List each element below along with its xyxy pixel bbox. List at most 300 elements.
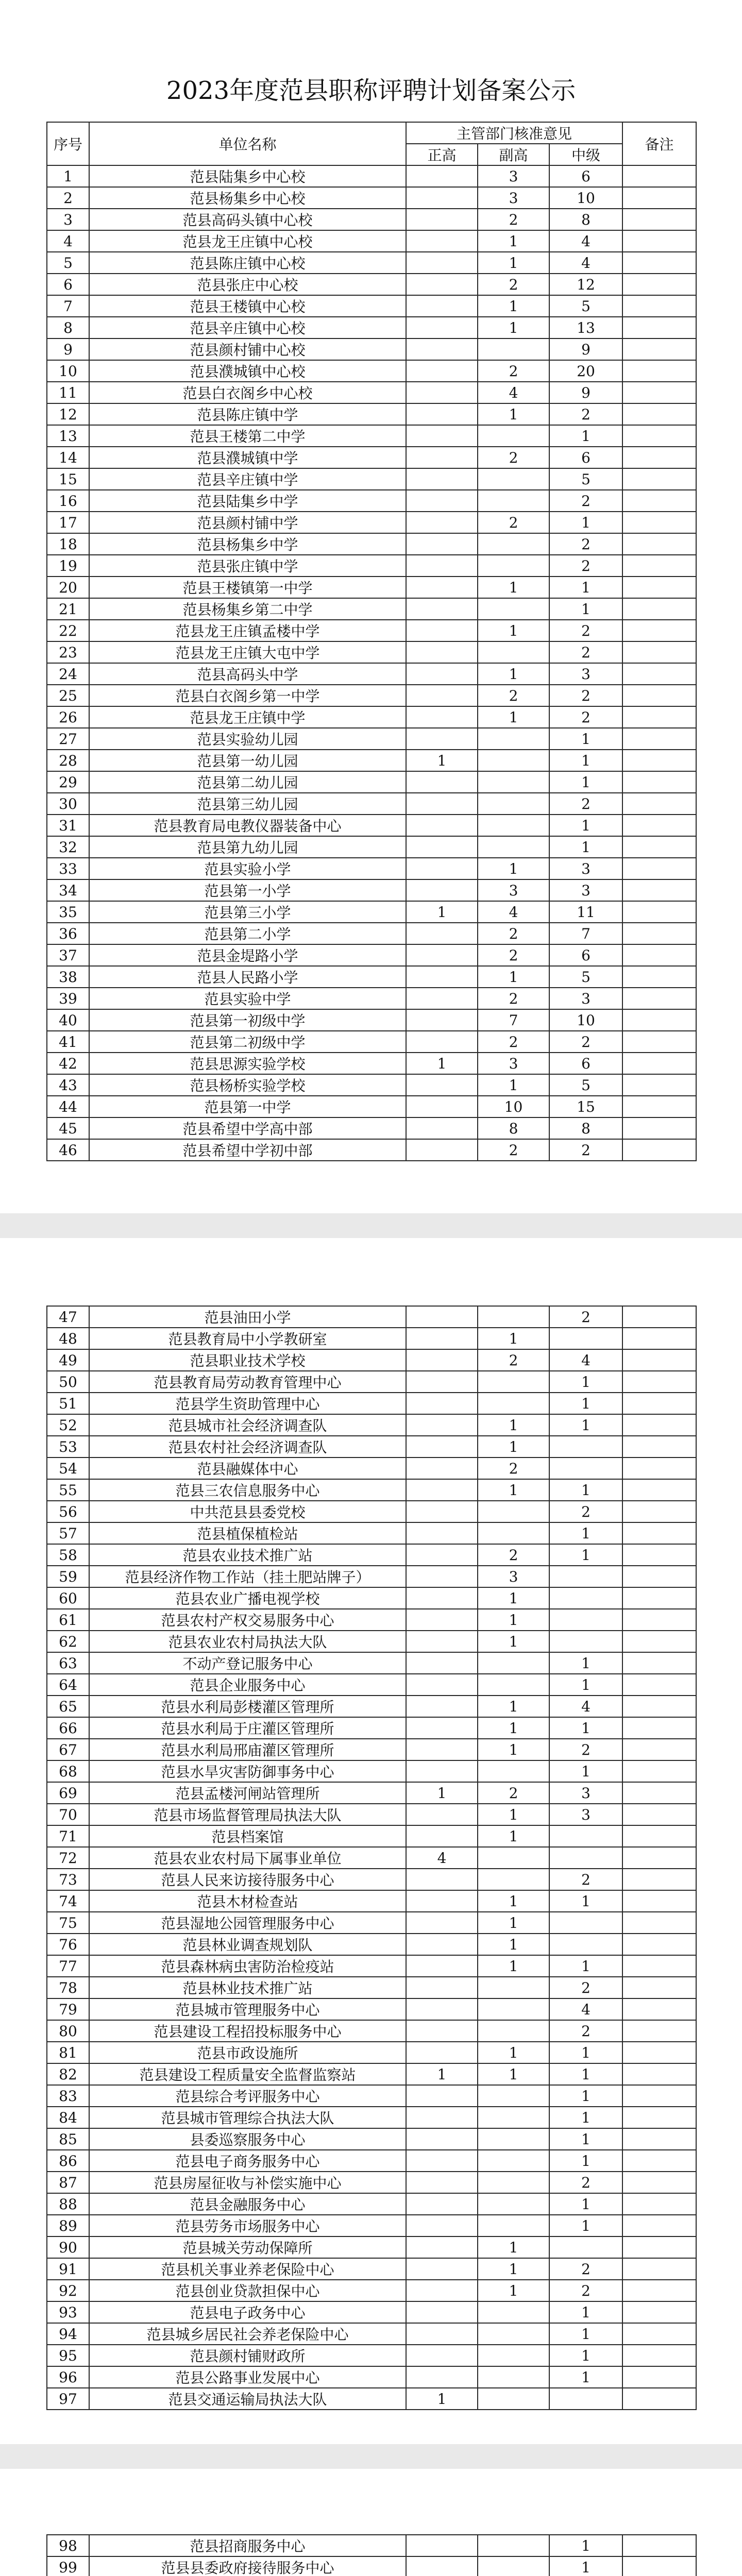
intermediate-title-cell: 1 (549, 2042, 622, 2063)
senior-title-cell (406, 2280, 478, 2301)
associate-title-cell: 3 (478, 165, 549, 187)
table-row (47, 1955, 696, 1977)
table-row (47, 2345, 696, 2366)
remarks-cell (622, 317, 696, 338)
associate-title-cell (478, 1393, 549, 1414)
intermediate-title-cell: 4 (549, 230, 622, 252)
seq-cell: 4 (47, 230, 89, 252)
intermediate-title-cell: 1 (549, 2323, 622, 2345)
seq-cell: 96 (47, 2366, 89, 2388)
senior-title-cell (406, 641, 478, 663)
intermediate-title-cell: 1 (549, 2301, 622, 2323)
intermediate-title-cell (549, 2236, 622, 2258)
associate-title-cell: 2 (478, 209, 549, 230)
associate-title-cell (478, 1501, 549, 1522)
intermediate-title-cell: 1 (549, 1522, 622, 1544)
associate-title-cell: 4 (478, 382, 549, 403)
intermediate-title-cell: 2 (549, 2280, 622, 2301)
seq-cell: 26 (47, 706, 89, 728)
associate-title-cell (478, 2301, 549, 2323)
table-row (47, 295, 696, 317)
associate-title-cell (478, 1371, 549, 1393)
unit-name-cell: 范县金堤路小学 (89, 944, 406, 966)
unit-name-cell: 范县农村产权交易服务中心 (89, 1609, 406, 1631)
remarks-cell (622, 1501, 696, 1522)
seq-cell: 91 (47, 2258, 89, 2280)
unit-name-cell: 范县陈庄镇中学 (89, 403, 406, 425)
seq-cell: 57 (47, 1522, 89, 1544)
associate-title-cell: 1 (478, 403, 549, 425)
associate-title-cell: 1 (478, 1934, 549, 1955)
seq-cell: 18 (47, 533, 89, 555)
seq-cell: 56 (47, 1501, 89, 1522)
remarks-cell (622, 209, 696, 230)
table-row (47, 230, 696, 252)
unit-name-cell: 范县王楼镇第一中学 (89, 577, 406, 598)
intermediate-title-cell: 5 (549, 295, 622, 317)
associate-title-cell: 1 (478, 1696, 549, 1717)
senior-title-cell (406, 1349, 478, 1371)
intermediate-title-cell: 6 (549, 447, 622, 468)
unit-name-cell: 范县第一幼儿园 (89, 750, 406, 771)
unit-name-cell: 范县农业农村局执法大队 (89, 1631, 406, 1652)
senior-title-cell (406, 1479, 478, 1501)
table-row (47, 598, 696, 620)
associate-title-cell (478, 2193, 549, 2215)
remarks-cell (622, 2345, 696, 2366)
associate-title-cell (478, 1998, 549, 2020)
associate-title-cell: 1 (478, 1825, 549, 1847)
remarks-cell (622, 1117, 696, 1139)
unit-name-cell: 范县杨集乡中心校 (89, 187, 406, 209)
unit-name-cell: 范县濮城镇中学 (89, 447, 406, 468)
intermediate-title-cell: 2 (549, 685, 622, 706)
associate-title-cell (478, 750, 549, 771)
associate-title-cell (478, 338, 549, 360)
unit-name-cell: 范县陈庄镇中心校 (89, 252, 406, 274)
remarks-cell (622, 598, 696, 620)
associate-title-cell (478, 815, 549, 836)
associate-title-cell (478, 2215, 549, 2236)
unit-name-cell: 范县水利局邢庙灌区管理所 (89, 1739, 406, 1760)
unit-name-cell: 范县教育局电教仪器装备中心 (89, 815, 406, 836)
associate-title-cell: 1 (478, 663, 549, 685)
associate-title-cell (478, 771, 549, 793)
table-row (47, 988, 696, 1009)
table-row (47, 966, 696, 988)
senior-title-cell (406, 988, 478, 1009)
seq-cell: 90 (47, 2236, 89, 2258)
approval-table-page-1 (46, 122, 697, 1161)
table-row (47, 2150, 696, 2172)
associate-title-cell (478, 2535, 549, 2556)
seq-cell: 60 (47, 1587, 89, 1609)
remarks-cell (622, 468, 696, 490)
table-row (47, 944, 696, 966)
remarks-cell (622, 836, 696, 858)
associate-title-cell (478, 2085, 549, 2107)
seq-cell: 20 (47, 577, 89, 598)
senior-title-cell (406, 2323, 478, 2345)
senior-title-cell (406, 1717, 478, 1739)
remarks-cell (622, 1890, 696, 1912)
remarks-cell (622, 815, 696, 836)
seq-cell: 16 (47, 490, 89, 512)
intermediate-title-cell: 2 (549, 641, 622, 663)
unit-name-cell: 范县高码头镇中心校 (89, 209, 406, 230)
table-row (47, 490, 696, 512)
seq-cell: 51 (47, 1393, 89, 1414)
intermediate-title-cell: 1 (549, 2107, 622, 2128)
intermediate-title-cell: 7 (549, 923, 622, 944)
intermediate-title-cell: 1 (549, 2085, 622, 2107)
seq-cell: 44 (47, 1096, 89, 1117)
table-row (47, 1349, 696, 1371)
table-row (47, 274, 696, 295)
intermediate-title-cell (549, 1934, 622, 1955)
senior-title-cell (406, 1522, 478, 1544)
seq-cell: 15 (47, 468, 89, 490)
intermediate-title-cell: 10 (549, 1009, 622, 1031)
header-associate: 副高 (478, 144, 549, 165)
seq-cell: 13 (47, 425, 89, 447)
remarks-cell (622, 641, 696, 663)
remarks-cell (622, 2236, 696, 2258)
seq-cell: 29 (47, 771, 89, 793)
table-row (47, 2236, 696, 2258)
associate-title-cell: 1 (478, 966, 549, 988)
seq-cell: 80 (47, 2020, 89, 2042)
intermediate-title-cell: 13 (549, 317, 622, 338)
remarks-cell (622, 2085, 696, 2107)
seq-cell: 36 (47, 923, 89, 944)
remarks-cell (622, 2150, 696, 2172)
seq-cell: 6 (47, 274, 89, 295)
table-row (47, 447, 696, 468)
senior-title-cell (406, 1912, 478, 1934)
senior-title-cell (406, 1458, 478, 1479)
seq-cell: 81 (47, 2042, 89, 2063)
table-row (47, 252, 696, 274)
intermediate-title-cell: 2 (549, 1031, 622, 1053)
unit-name-cell: 范县植保植检站 (89, 1522, 406, 1544)
table-row (47, 533, 696, 555)
table-row (47, 1696, 696, 1717)
table-row (47, 1587, 696, 1609)
associate-title-cell (478, 2366, 549, 2388)
seq-cell: 95 (47, 2345, 89, 2366)
seq-cell: 49 (47, 1349, 89, 1371)
unit-name-cell: 范县城关劳动保障所 (89, 2236, 406, 2258)
table-row (47, 209, 696, 230)
seq-cell: 2 (47, 187, 89, 209)
associate-title-cell: 1 (478, 1955, 549, 1977)
associate-title-cell: 2 (478, 1782, 549, 1804)
senior-title-cell (406, 1414, 478, 1436)
unit-name-cell: 范县王楼第二中学 (89, 425, 406, 447)
intermediate-title-cell: 4 (549, 1349, 622, 1371)
remarks-cell (622, 2535, 696, 2556)
seq-cell: 70 (47, 1804, 89, 1825)
intermediate-title-cell: 3 (549, 1782, 622, 1804)
intermediate-title-cell: 6 (549, 1053, 622, 1074)
senior-title-cell: 1 (406, 2388, 478, 2410)
intermediate-title-cell: 3 (549, 663, 622, 685)
unit-name-cell: 范县农村社会经济调查队 (89, 1436, 406, 1458)
table-row (47, 1053, 696, 1074)
unit-name-cell: 范县水利局彭楼灌区管理所 (89, 1696, 406, 1717)
seq-cell: 62 (47, 1631, 89, 1652)
seq-cell: 53 (47, 1436, 89, 1458)
senior-title-cell: 4 (406, 1847, 478, 1869)
senior-title-cell (406, 2042, 478, 2063)
remarks-cell (622, 1674, 696, 1696)
table-body-page-3 (47, 2535, 696, 2576)
associate-title-cell: 1 (478, 858, 549, 879)
associate-title-cell (478, 533, 549, 555)
unit-name-cell: 范县水利局于庄灌区管理所 (89, 1717, 406, 1739)
seq-cell: 75 (47, 1912, 89, 1934)
remarks-cell (622, 2258, 696, 2280)
intermediate-title-cell: 2 (549, 1739, 622, 1760)
senior-title-cell (406, 1652, 478, 1674)
senior-title-cell (406, 815, 478, 836)
remarks-cell (622, 2301, 696, 2323)
senior-title-cell (406, 1587, 478, 1609)
table-row (47, 1912, 696, 1934)
table-row (47, 2128, 696, 2150)
table-row (47, 2107, 696, 2128)
intermediate-title-cell: 2 (549, 533, 622, 555)
unit-name-cell: 范县陆集乡中心校 (89, 165, 406, 187)
remarks-cell (622, 1587, 696, 1609)
senior-title-cell (406, 2345, 478, 2366)
associate-title-cell: 2 (478, 274, 549, 295)
senior-title-cell (406, 793, 478, 815)
associate-title-cell: 3 (478, 1053, 549, 1074)
senior-title-cell (406, 1609, 478, 1631)
unit-name-cell: 范县森林病虫害防治检疫站 (89, 1955, 406, 1977)
table-row (47, 2063, 696, 2085)
seq-cell: 1 (47, 165, 89, 187)
remarks-cell (622, 1053, 696, 1074)
associate-title-cell (478, 2107, 549, 2128)
table-row (47, 2366, 696, 2388)
unit-name-cell: 范县公路事业发展中心 (89, 2366, 406, 2388)
table-row (47, 663, 696, 685)
seq-cell: 61 (47, 1609, 89, 1631)
associate-title-cell: 1 (478, 317, 549, 338)
intermediate-title-cell: 1 (549, 2535, 622, 2556)
senior-title-cell (406, 2556, 478, 2576)
intermediate-title-cell: 1 (549, 815, 622, 836)
seq-cell: 24 (47, 663, 89, 685)
senior-title-cell (406, 1804, 478, 1825)
seq-cell: 48 (47, 1328, 89, 1349)
senior-title-cell (406, 2107, 478, 2128)
unit-name-cell: 范县农业广播电视学校 (89, 1587, 406, 1609)
associate-title-cell: 2 (478, 1349, 549, 1371)
remarks-cell (622, 923, 696, 944)
table-row (47, 1436, 696, 1458)
senior-title-cell (406, 403, 478, 425)
seq-cell: 42 (47, 1053, 89, 1074)
remarks-cell (622, 382, 696, 403)
remarks-cell (622, 2556, 696, 2576)
associate-title-cell: 8 (478, 1117, 549, 1139)
seq-cell: 73 (47, 1869, 89, 1890)
senior-title-cell (406, 295, 478, 317)
senior-title-cell (406, 2172, 478, 2193)
seq-cell: 47 (47, 1306, 89, 1328)
remarks-cell (622, 1804, 696, 1825)
unit-name-cell: 范县颜村铺中学 (89, 512, 406, 533)
remarks-cell (622, 2107, 696, 2128)
unit-name-cell: 范县濮城镇中心校 (89, 360, 406, 382)
unit-name-cell: 范县城乡居民社会养老保险中心 (89, 2323, 406, 2345)
remarks-cell (622, 2128, 696, 2150)
table-row (47, 382, 696, 403)
unit-name-cell: 范县创业贷款担保中心 (89, 2280, 406, 2301)
senior-title-cell (406, 2258, 478, 2280)
table-row (47, 1306, 696, 1328)
remarks-cell (622, 1912, 696, 1934)
unit-name-cell: 范县辛庄镇中心校 (89, 317, 406, 338)
unit-name-cell: 范县第二小学 (89, 923, 406, 944)
associate-title-cell: 2 (478, 360, 549, 382)
seq-cell: 72 (47, 1847, 89, 1869)
table-row (47, 1998, 696, 2020)
unit-name-cell: 范县交通运输局执法大队 (89, 2388, 406, 2410)
table-row (47, 685, 696, 706)
table-row (47, 317, 696, 338)
associate-title-cell (478, 793, 549, 815)
intermediate-title-cell: 1 (549, 2063, 622, 2085)
associate-title-cell: 1 (478, 1912, 549, 1934)
table-row (47, 1458, 696, 1479)
associate-title-cell: 7 (478, 1009, 549, 1031)
remarks-cell (622, 944, 696, 966)
senior-title-cell (406, 1139, 478, 1161)
senior-title-cell (406, 1031, 478, 1053)
table-row (47, 1934, 696, 1955)
table-row (47, 403, 696, 425)
associate-title-cell: 1 (478, 1436, 549, 1458)
remarks-cell (622, 1782, 696, 1804)
intermediate-title-cell: 1 (549, 750, 622, 771)
unit-name-cell: 范县杨集乡第二中学 (89, 598, 406, 620)
senior-title-cell (406, 2193, 478, 2215)
intermediate-title-cell: 1 (549, 1955, 622, 1977)
remarks-cell (622, 966, 696, 988)
unit-name-cell: 范县第三幼儿园 (89, 793, 406, 815)
table-row (47, 1328, 696, 1349)
unit-name-cell: 范县电子商务服务中心 (89, 2150, 406, 2172)
seq-cell: 69 (47, 1782, 89, 1804)
senior-title-cell (406, 360, 478, 382)
unit-name-cell: 范县龙王庄镇中心校 (89, 230, 406, 252)
table-row (47, 2323, 696, 2345)
seq-cell: 3 (47, 209, 89, 230)
seq-cell: 98 (47, 2535, 89, 2556)
unit-name-cell: 范县建设工程招投标服务中心 (89, 2020, 406, 2042)
associate-title-cell (478, 555, 549, 577)
seq-cell: 89 (47, 2215, 89, 2236)
table-row (47, 1522, 696, 1544)
remarks-cell (622, 1074, 696, 1096)
remarks-cell (622, 2366, 696, 2388)
unit-name-cell: 范县第二初级中学 (89, 1031, 406, 1053)
senior-title-cell (406, 447, 478, 468)
associate-title-cell: 1 (478, 1328, 549, 1349)
associate-title-cell (478, 2020, 549, 2042)
table-row (47, 1890, 696, 1912)
senior-title-cell (406, 2085, 478, 2107)
associate-title-cell: 1 (478, 230, 549, 252)
senior-title-cell (406, 1371, 478, 1393)
associate-title-cell: 2 (478, 512, 549, 533)
senior-title-cell (406, 923, 478, 944)
table-row (47, 2193, 696, 2215)
senior-title-cell (406, 1955, 478, 1977)
unit-name-cell: 范县木材检查站 (89, 1890, 406, 1912)
senior-title-cell (406, 1998, 478, 2020)
intermediate-title-cell: 1 (549, 1544, 622, 1566)
remarks-cell (622, 1349, 696, 1371)
unit-name-cell: 范县职业技术学校 (89, 1349, 406, 1371)
seq-cell: 22 (47, 620, 89, 641)
table-row (47, 555, 696, 577)
intermediate-title-cell: 1 (549, 1890, 622, 1912)
seq-cell: 50 (47, 1371, 89, 1393)
intermediate-title-cell: 2 (549, 1139, 622, 1161)
remarks-cell (622, 512, 696, 533)
senior-title-cell: 1 (406, 1782, 478, 1804)
senior-title-cell (406, 1674, 478, 1696)
intermediate-title-cell (549, 1631, 622, 1652)
unit-name-cell: 范县建设工程质量安全监督监察站 (89, 2063, 406, 2085)
seq-cell: 23 (47, 641, 89, 663)
remarks-cell (622, 1696, 696, 1717)
remarks-cell (622, 771, 696, 793)
table-row (47, 1717, 696, 1739)
senior-title-cell: 1 (406, 2063, 478, 2085)
table-row (47, 2085, 696, 2107)
seq-cell: 8 (47, 317, 89, 338)
seq-cell: 43 (47, 1074, 89, 1096)
intermediate-title-cell: 4 (549, 1998, 622, 2020)
table-row (47, 1501, 696, 1522)
table-row (47, 468, 696, 490)
intermediate-title-cell (549, 1436, 622, 1458)
seq-cell: 17 (47, 512, 89, 533)
intermediate-title-cell: 1 (549, 598, 622, 620)
unit-name-cell: 范县希望中学初中部 (89, 1139, 406, 1161)
intermediate-title-cell: 2 (549, 793, 622, 815)
senior-title-cell (406, 2535, 478, 2556)
senior-title-cell (406, 1934, 478, 1955)
unit-name-cell: 中共范县县委党校 (89, 1501, 406, 1522)
table-body-page-2 (47, 1306, 696, 2410)
table-row (47, 2535, 696, 2556)
unit-name-cell: 范县城市社会经济调查队 (89, 1414, 406, 1436)
intermediate-title-cell (549, 1458, 622, 1479)
table-row (47, 2280, 696, 2301)
senior-title-cell (406, 490, 478, 512)
header-seq: 序号 (47, 122, 89, 165)
associate-title-cell (478, 1760, 549, 1782)
header-remarks: 备注 (622, 122, 696, 165)
